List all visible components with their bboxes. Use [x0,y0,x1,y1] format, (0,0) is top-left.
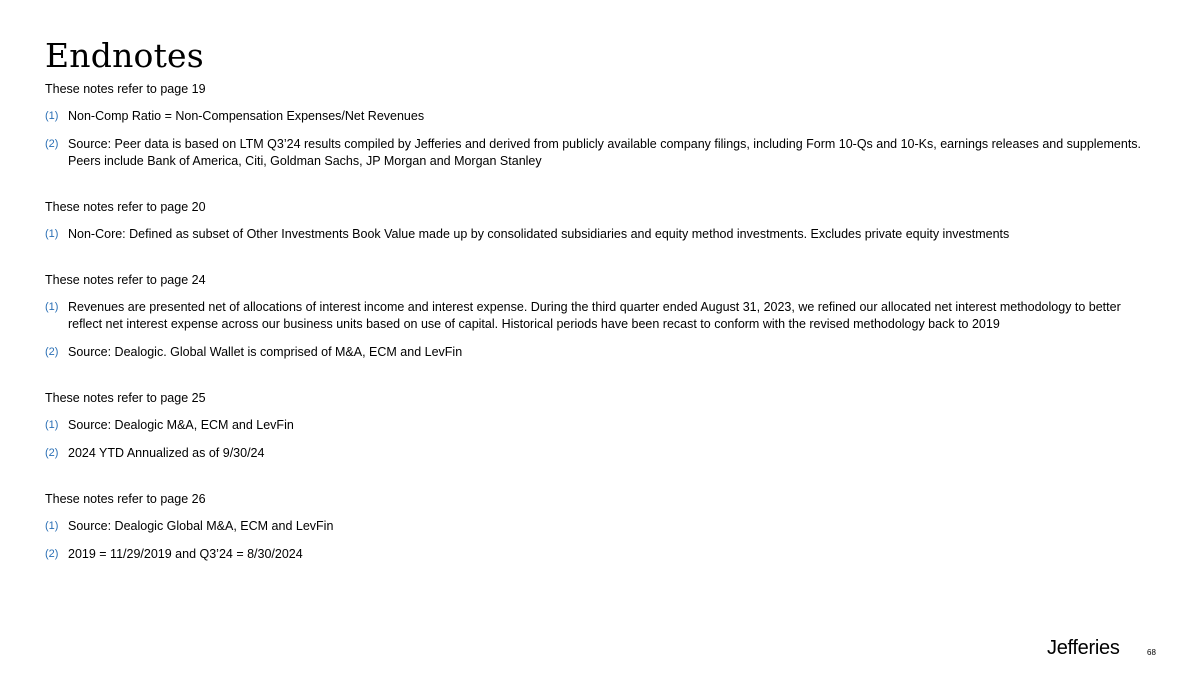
note-item [45,417,1155,434]
note-text: Revenues are presented net of allocations of interest income and interest expense. During the third quarter ended August 31, 2023, we refined our allocated net interest methodology to better reflect net interest expense across our business units based on use of capital. Historical periods have been recast to conform with the revised methodology back to 2019 [68,300,1121,331]
page-title: Endnotes [45,36,204,75]
note-item [45,445,1155,462]
note-text: Source: Dealogic M&A, ECM and LevFin [68,418,294,432]
jefferies-logo: Jefferies [1047,637,1120,659]
note-number: (2) [45,138,59,150]
note-text: Source: Dealogic. Global Wallet is comprised of M&A, ECM and LevFin [68,345,463,359]
note-item [45,546,1155,563]
note-number: (1) [45,301,59,313]
note-number: (1) [45,228,59,240]
note-text: Source: Peer data is based on LTM Q3’24 results compiled by Jefferies and derived from publicly available company filings, including Form 10-Qs and 10-Ks, earnings releases and supplements. Peers include Bank of America, Citi, Goldman Sachs, JP Morgan and Morgan Stanley [68,137,1142,168]
note-text: 2019 = 11/29/2019 and Q3’24 = 8/30/2024 [68,547,303,561]
note-item [45,226,1155,243]
section-heading: These notes refer to page 19 [45,82,206,96]
notes-section-page-26 [45,490,1155,563]
note-item [45,518,1155,535]
notes-section-page-20 [45,198,1155,243]
section-heading: These notes refer to page 24 [45,273,206,287]
note-text: Source: Dealogic Global M&A, ECM and LevFin [68,519,334,533]
notes-section-page-19 [45,80,1155,170]
note-item [45,108,1155,125]
note-text: Non-Comp Ratio = Non-Compensation Expenses/Net Revenues [68,109,425,123]
note-number: (1) [45,520,59,532]
note-item [45,299,1155,333]
section-heading: These notes refer to page 25 [45,391,206,405]
note-text: Non-Core: Defined as subset of Other Investments Book Value made up by consolidated subsidiaries and equity method investments. Excludes private equity investments [68,227,1010,241]
note-item [45,136,1155,170]
endnotes-list [45,80,1155,591]
notes-section-page-25 [45,389,1155,462]
note-number: (1) [45,419,59,431]
note-number: (1) [45,110,59,122]
notes-section-page-24 [45,271,1155,361]
note-text: 2024 YTD Annualized as of 9/30/24 [68,446,265,460]
note-number: (2) [45,548,59,560]
section-heading: These notes refer to page 26 [45,492,206,506]
page-number: 68 [1147,648,1156,657]
note-number: (2) [45,447,59,459]
section-heading: These notes refer to page 20 [45,200,206,214]
note-item [45,344,1155,361]
note-number: (2) [45,346,59,358]
